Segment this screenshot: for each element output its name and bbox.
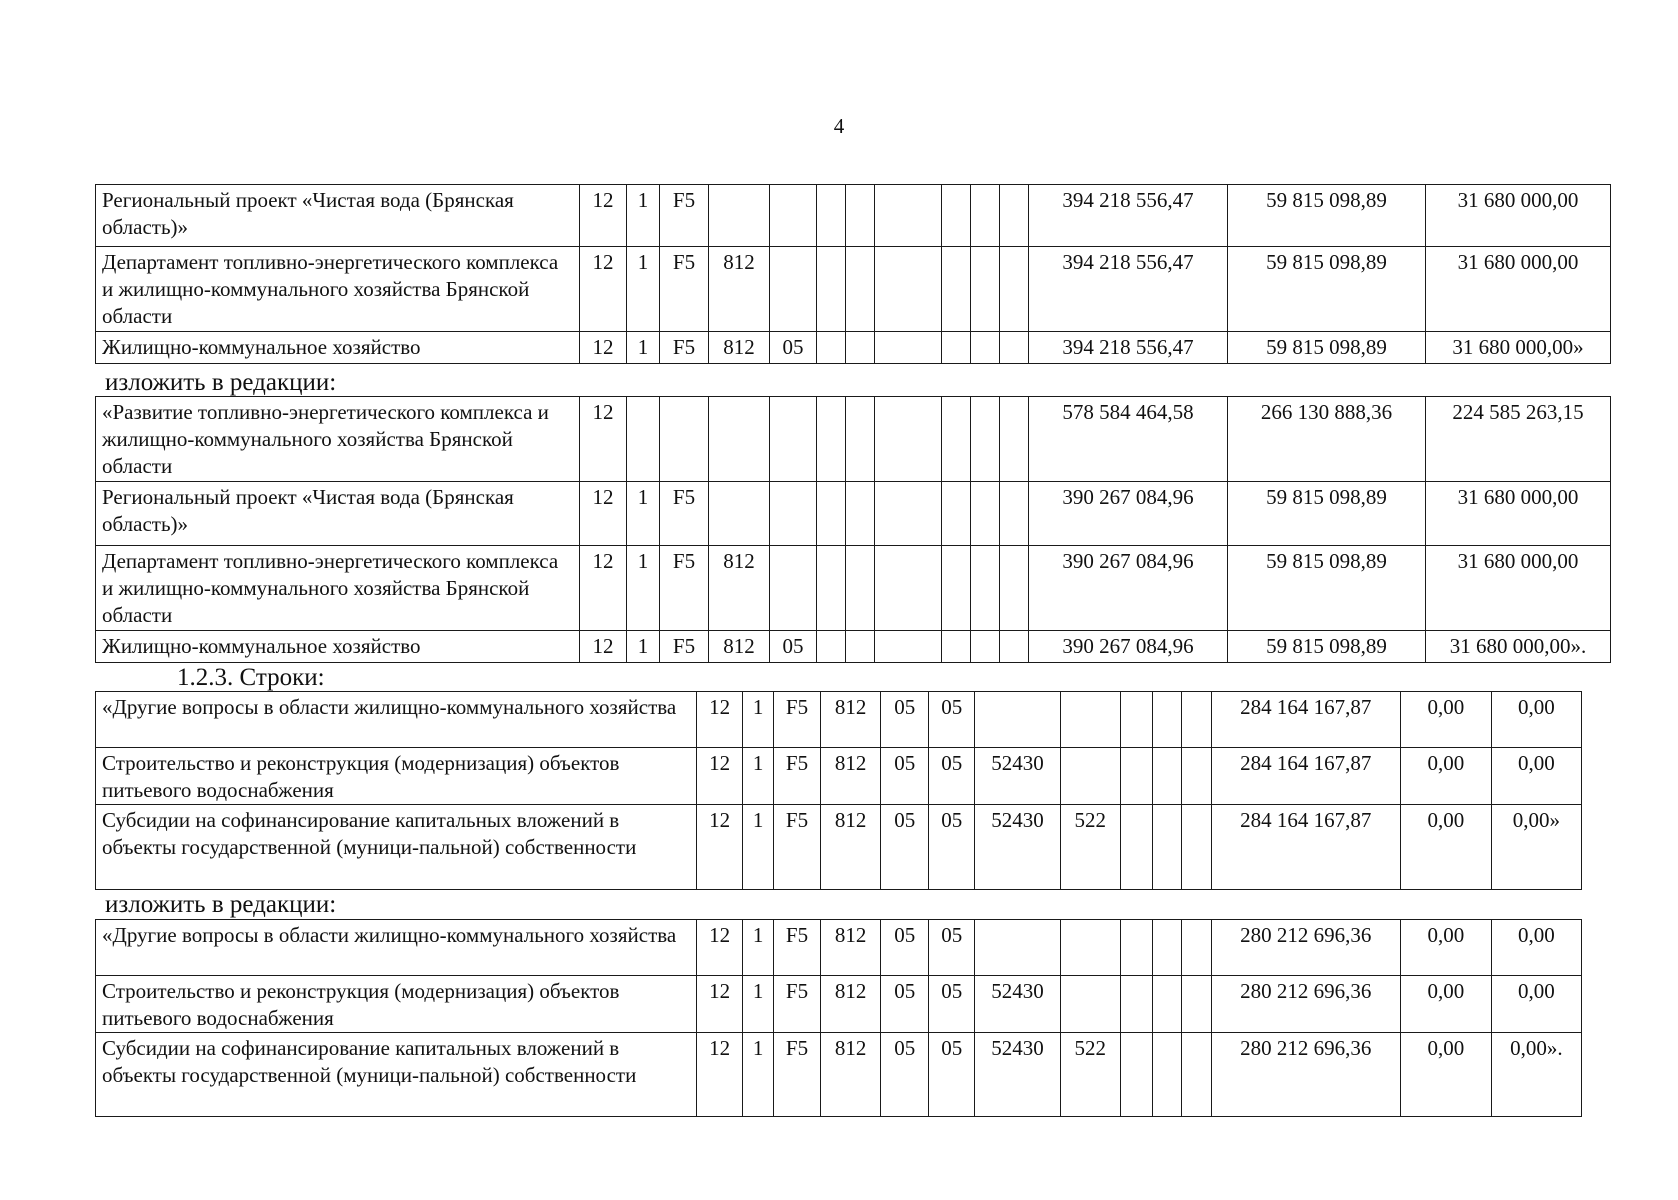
code-cell xyxy=(1120,692,1152,748)
code-cell xyxy=(1060,976,1120,1033)
code-cell: 12 xyxy=(580,247,627,332)
code-cell: 812 xyxy=(821,920,881,976)
value-cell: 31 680 000,00». xyxy=(1426,631,1611,663)
code-cell xyxy=(875,332,942,364)
value-cell: 59 815 098,89 xyxy=(1228,631,1426,663)
code-cell xyxy=(770,546,817,631)
code-cell xyxy=(709,482,770,546)
code-cell: 1 xyxy=(743,976,773,1033)
code-cell xyxy=(942,546,971,631)
value-cell: 284 164 167,87 xyxy=(1211,805,1400,890)
code-cell: 52430 xyxy=(975,805,1061,890)
value-cell: 0,00» xyxy=(1491,805,1581,890)
code-cell: F5 xyxy=(773,920,821,976)
code-cell: F5 xyxy=(660,185,709,247)
code-cell: 12 xyxy=(580,482,627,546)
code-cell xyxy=(875,546,942,631)
code-cell: 812 xyxy=(709,631,770,663)
code-cell: F5 xyxy=(660,332,709,364)
value-cell: 0,00 xyxy=(1400,976,1491,1033)
value-cell: 390 267 084,96 xyxy=(1029,546,1228,631)
row-name: Субсидии на софинансирование капитальных вложений в объекты государственной (муници-пальной) собственности xyxy=(96,805,697,890)
code-cell xyxy=(875,185,942,247)
row-name: Региональный проект «Чистая вода (Брянская область)» xyxy=(96,185,580,247)
table-row xyxy=(96,748,1582,805)
code-cell xyxy=(1060,748,1120,805)
value-cell: 59 815 098,89 xyxy=(1228,546,1426,631)
table-row xyxy=(96,920,1582,976)
code-cell xyxy=(817,631,846,663)
value-cell: 284 164 167,87 xyxy=(1211,748,1400,805)
table-a xyxy=(95,184,1611,364)
code-cell xyxy=(971,185,1000,247)
code-cell xyxy=(1182,748,1211,805)
code-cell: 05 xyxy=(929,1033,975,1117)
code-cell: 522 xyxy=(1060,1033,1120,1117)
page-number: 4 xyxy=(833,114,845,138)
code-cell xyxy=(1153,748,1182,805)
code-cell: 05 xyxy=(880,920,929,976)
code-cell xyxy=(971,247,1000,332)
value-cell: 31 680 000,00 xyxy=(1426,247,1611,332)
value-cell: 0,00 xyxy=(1491,692,1581,748)
code-cell xyxy=(942,247,971,332)
value-cell: 31 680 000,00» xyxy=(1426,332,1611,364)
code-cell: 1 xyxy=(627,482,660,546)
code-cell xyxy=(1182,1033,1211,1117)
value-cell: 0,00 xyxy=(1491,920,1581,976)
code-cell: 05 xyxy=(929,748,975,805)
code-cell xyxy=(971,332,1000,364)
value-cell: 0,00». xyxy=(1491,1033,1581,1117)
code-cell: 12 xyxy=(696,920,743,976)
code-cell: F5 xyxy=(660,247,709,332)
code-cell xyxy=(846,332,875,364)
code-cell: 812 xyxy=(821,692,881,748)
row-name: Департамент топливно-энергетического комплекса и жилищно-коммунального хозяйства Брянской области xyxy=(96,247,580,332)
code-cell xyxy=(709,397,770,482)
code-cell: 12 xyxy=(580,185,627,247)
code-cell: 812 xyxy=(821,805,881,890)
code-cell xyxy=(770,185,817,247)
code-cell xyxy=(1120,1033,1152,1117)
code-cell xyxy=(846,482,875,546)
code-cell xyxy=(1182,976,1211,1033)
value-cell: 0,00 xyxy=(1491,976,1581,1033)
code-cell xyxy=(875,631,942,663)
code-cell xyxy=(942,631,971,663)
code-cell xyxy=(971,631,1000,663)
value-cell: 59 815 098,89 xyxy=(1228,482,1426,546)
code-cell: 12 xyxy=(580,397,627,482)
value-cell: 578 584 464,58 xyxy=(1029,397,1228,482)
code-cell: F5 xyxy=(660,631,709,663)
code-cell xyxy=(975,920,1061,976)
table-row xyxy=(96,397,1611,482)
value-cell: 31 680 000,00 xyxy=(1426,185,1611,247)
code-cell xyxy=(770,482,817,546)
code-cell: 1 xyxy=(627,185,660,247)
code-cell xyxy=(1000,546,1029,631)
code-cell xyxy=(846,546,875,631)
code-cell xyxy=(770,247,817,332)
code-cell: 522 xyxy=(1060,805,1120,890)
code-cell xyxy=(846,631,875,663)
code-cell: 1 xyxy=(743,692,773,748)
code-cell xyxy=(1060,692,1120,748)
value-cell: 390 267 084,96 xyxy=(1029,631,1228,663)
code-cell xyxy=(846,247,875,332)
row-name: Строительство и реконструкция (модернизация) объектов питьевого водоснабжения xyxy=(96,976,697,1033)
value-cell: 394 218 556,47 xyxy=(1029,185,1228,247)
code-cell xyxy=(975,692,1061,748)
code-cell xyxy=(846,185,875,247)
code-cell: 05 xyxy=(929,805,975,890)
value-cell: 284 164 167,87 xyxy=(1211,692,1400,748)
row-name: Жилищно-коммунальное хозяйство xyxy=(96,631,580,663)
code-cell xyxy=(875,482,942,546)
table-row xyxy=(96,805,1582,890)
value-cell: 280 212 696,36 xyxy=(1211,976,1400,1033)
code-cell: F5 xyxy=(660,482,709,546)
value-cell: 280 212 696,36 xyxy=(1211,1033,1400,1117)
value-cell: 59 815 098,89 xyxy=(1228,247,1426,332)
code-cell xyxy=(1182,920,1211,976)
code-cell: 12 xyxy=(580,332,627,364)
code-cell xyxy=(817,397,846,482)
code-cell: 52430 xyxy=(975,976,1061,1033)
table-b xyxy=(95,396,1611,663)
table-d xyxy=(95,919,1582,1117)
code-cell xyxy=(1120,976,1152,1033)
code-cell: 12 xyxy=(696,805,743,890)
code-cell: 05 xyxy=(929,920,975,976)
value-cell: 31 680 000,00 xyxy=(1426,482,1611,546)
code-cell: 05 xyxy=(880,748,929,805)
code-cell xyxy=(971,397,1000,482)
code-cell: F5 xyxy=(773,976,821,1033)
code-cell xyxy=(942,482,971,546)
code-cell xyxy=(627,397,660,482)
code-cell xyxy=(660,397,709,482)
value-cell: 0,00 xyxy=(1400,1033,1491,1117)
row-name: Жилищно-коммунальное хозяйство xyxy=(96,332,580,364)
code-cell xyxy=(817,185,846,247)
code-cell: 812 xyxy=(709,546,770,631)
code-cell: 12 xyxy=(580,546,627,631)
code-cell xyxy=(942,397,971,482)
code-cell xyxy=(709,185,770,247)
code-cell xyxy=(1000,185,1029,247)
code-cell xyxy=(971,546,1000,631)
code-cell xyxy=(770,397,817,482)
code-cell: 05 xyxy=(770,332,817,364)
table-row xyxy=(96,332,1611,364)
code-cell: 1 xyxy=(627,631,660,663)
heading-amend-1: изложить в редакции: xyxy=(105,369,337,396)
value-cell: 0,00 xyxy=(1400,748,1491,805)
row-name: Департамент топливно-энергетического комплекса и жилищно-коммунального хозяйства Брянской области xyxy=(96,546,580,631)
code-cell xyxy=(1153,1033,1182,1117)
value-cell: 394 218 556,47 xyxy=(1029,247,1228,332)
code-cell: 1 xyxy=(743,748,773,805)
value-cell: 390 267 084,96 xyxy=(1029,482,1228,546)
code-cell: 1 xyxy=(743,805,773,890)
code-cell xyxy=(1120,748,1152,805)
value-cell: 0,00 xyxy=(1400,692,1491,748)
code-cell: 05 xyxy=(880,805,929,890)
code-cell: 1 xyxy=(627,546,660,631)
value-cell: 266 130 888,36 xyxy=(1228,397,1426,482)
code-cell: F5 xyxy=(773,805,821,890)
code-cell: F5 xyxy=(773,748,821,805)
value-cell: 280 212 696,36 xyxy=(1211,920,1400,976)
code-cell xyxy=(817,332,846,364)
code-cell xyxy=(1153,976,1182,1033)
row-name: «Развитие топливно-энергетического комплекса и жилищно-коммунального хозяйства Брянской области xyxy=(96,397,580,482)
code-cell xyxy=(1000,631,1029,663)
row-name: Строительство и реконструкция (модернизация) объектов питьевого водоснабжения xyxy=(96,748,697,805)
code-cell: F5 xyxy=(773,1033,821,1117)
code-cell xyxy=(942,185,971,247)
table-row xyxy=(96,631,1611,663)
code-cell: 05 xyxy=(770,631,817,663)
code-cell xyxy=(875,397,942,482)
code-cell xyxy=(1000,332,1029,364)
code-cell xyxy=(875,247,942,332)
row-name: Субсидии на софинансирование капитальных вложений в объекты государственной (муници-пальной) собственности xyxy=(96,1033,697,1117)
code-cell xyxy=(1000,397,1029,482)
code-cell xyxy=(1060,920,1120,976)
code-cell: F5 xyxy=(773,692,821,748)
code-cell: 1 xyxy=(743,920,773,976)
code-cell: 12 xyxy=(696,748,743,805)
code-cell xyxy=(817,546,846,631)
code-cell: 05 xyxy=(929,692,975,748)
code-cell: 812 xyxy=(821,748,881,805)
table-c xyxy=(95,691,1582,890)
code-cell xyxy=(1120,920,1152,976)
code-cell xyxy=(817,247,846,332)
table-row xyxy=(96,976,1582,1033)
code-cell xyxy=(1153,920,1182,976)
code-cell: 05 xyxy=(880,1033,929,1117)
code-cell: 05 xyxy=(880,692,929,748)
code-cell xyxy=(846,397,875,482)
code-cell xyxy=(1182,692,1211,748)
code-cell: F5 xyxy=(660,546,709,631)
code-cell: 12 xyxy=(696,692,743,748)
table-row xyxy=(96,546,1611,631)
table-row xyxy=(96,247,1611,332)
heading-rows: 1.2.3. Строки: xyxy=(177,664,325,691)
code-cell: 812 xyxy=(709,247,770,332)
value-cell: 224 585 263,15 xyxy=(1426,397,1611,482)
row-name: «Другие вопросы в области жилищно-коммунального хозяйства xyxy=(96,692,697,748)
table-row xyxy=(96,692,1582,748)
code-cell xyxy=(1000,482,1029,546)
row-name: Региональный проект «Чистая вода (Брянская область)» xyxy=(96,482,580,546)
value-cell: 31 680 000,00 xyxy=(1426,546,1611,631)
code-cell: 1 xyxy=(627,332,660,364)
code-cell: 1 xyxy=(627,247,660,332)
code-cell xyxy=(1120,805,1152,890)
code-cell: 12 xyxy=(580,631,627,663)
table-row xyxy=(96,185,1611,247)
code-cell: 1 xyxy=(743,1033,773,1117)
code-cell: 812 xyxy=(709,332,770,364)
code-cell xyxy=(971,482,1000,546)
value-cell: 0,00 xyxy=(1400,920,1491,976)
code-cell: 52430 xyxy=(975,748,1061,805)
value-cell: 59 815 098,89 xyxy=(1228,185,1426,247)
code-cell xyxy=(1153,692,1182,748)
code-cell: 12 xyxy=(696,976,743,1033)
code-cell: 05 xyxy=(929,976,975,1033)
code-cell xyxy=(1153,805,1182,890)
value-cell: 0,00 xyxy=(1491,748,1581,805)
code-cell xyxy=(1182,805,1211,890)
table-row xyxy=(96,1033,1582,1117)
code-cell: 05 xyxy=(880,976,929,1033)
row-name: «Другие вопросы в области жилищно-коммунального хозяйства xyxy=(96,920,697,976)
code-cell xyxy=(817,482,846,546)
code-cell: 812 xyxy=(821,976,881,1033)
code-cell: 12 xyxy=(696,1033,743,1117)
table-row xyxy=(96,482,1611,546)
value-cell: 394 218 556,47 xyxy=(1029,332,1228,364)
code-cell: 812 xyxy=(821,1033,881,1117)
value-cell: 59 815 098,89 xyxy=(1228,332,1426,364)
code-cell: 52430 xyxy=(975,1033,1061,1117)
heading-amend-2: изложить в редакции: xyxy=(105,891,337,918)
value-cell: 0,00 xyxy=(1400,805,1491,890)
code-cell xyxy=(942,332,971,364)
code-cell xyxy=(1000,247,1029,332)
